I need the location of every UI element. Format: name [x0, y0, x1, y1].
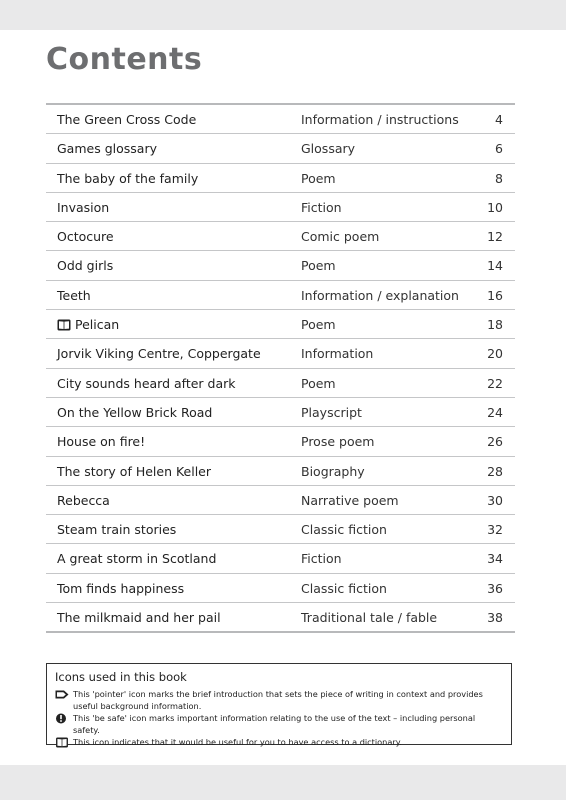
toc-genre: Traditional tale / fable	[301, 610, 438, 626]
toc-row[interactable]	[46, 339, 515, 368]
toc-genre: Comic poem	[301, 229, 380, 245]
toc-genre: Fiction	[301, 199, 342, 215]
toc-row[interactable]	[46, 603, 515, 633]
toc-title: Teeth	[57, 287, 91, 303]
toc-genre: Narrative poem	[301, 492, 399, 508]
page	[0, 30, 566, 765]
legend-text: This 'pointer' icon marks the brief introduction that sets the piece of writing in context and provides useful background information.	[73, 689, 483, 711]
legend-item-dictionary	[55, 736, 503, 748]
toc-genre: Classic fiction	[301, 522, 387, 538]
toc-title: The milkmaid and her pail	[57, 610, 221, 626]
icons-legend-box	[46, 663, 512, 745]
be-safe-icon	[55, 713, 69, 724]
toc-title: The Green Cross Code	[57, 112, 197, 127]
toc-genre: Prose poem	[301, 434, 375, 450]
toc-genre: Information	[301, 346, 374, 362]
toc-page: 6	[495, 141, 503, 157]
toc-title: On the Yellow Brick Road	[57, 404, 213, 420]
toc-title: Rebecca	[57, 492, 110, 508]
toc-page: 34	[487, 551, 503, 567]
toc-title: Jorvik Viking Centre, Coppergate	[57, 346, 261, 362]
toc-row[interactable]	[46, 134, 515, 163]
toc-page: 22	[487, 375, 503, 391]
icons-legend-heading: Icons used in this book	[55, 670, 187, 684]
toc-row[interactable]	[46, 486, 515, 515]
toc-page: 26	[487, 434, 503, 450]
toc-page: 28	[487, 463, 503, 479]
toc-title: The story of Helen Keller	[57, 463, 212, 479]
toc-page: 18	[487, 317, 503, 333]
toc-genre: Poem	[301, 375, 336, 391]
toc-row[interactable]	[46, 164, 515, 193]
toc-row[interactable]	[46, 574, 515, 603]
legend-text: This 'be safe' icon marks important information relating to the use of the text – including personal safety.	[73, 713, 476, 735]
toc-title: City sounds heard after dark	[57, 375, 236, 391]
toc-genre: Information / instructions	[301, 112, 459, 127]
dictionary-icon	[55, 737, 69, 748]
legend-item-pointer	[55, 688, 503, 712]
legend-text: This icon indicates that it would be useful for you to have access to a dictionary.	[73, 737, 403, 747]
toc-title: Steam train stories	[57, 522, 177, 538]
toc-page: 32	[487, 522, 503, 538]
toc-row[interactable]	[46, 310, 515, 339]
toc-page: 4	[495, 112, 503, 127]
contents-table	[46, 103, 515, 633]
toc-row[interactable]	[46, 427, 515, 456]
toc-title: The baby of the family	[57, 170, 199, 186]
toc-page: 20	[487, 346, 503, 362]
toc-genre: Fiction	[301, 551, 342, 567]
toc-title: Odd girls	[57, 258, 114, 274]
toc-page: 36	[487, 580, 503, 596]
page-title: Contents	[46, 42, 203, 77]
toc-genre: Poem	[301, 258, 336, 274]
toc-genre: Biography	[301, 463, 365, 479]
toc-title: House on fire!	[57, 434, 146, 450]
toc-row[interactable]	[46, 222, 515, 251]
toc-row[interactable]	[46, 105, 515, 134]
pointer-icon	[55, 689, 69, 700]
toc-genre: Classic fiction	[301, 580, 387, 596]
toc-row[interactable]	[46, 251, 515, 280]
toc-page: 24	[487, 404, 503, 420]
toc-row[interactable]	[46, 398, 515, 427]
toc-genre: Poem	[301, 170, 336, 186]
toc-page: 8	[495, 170, 503, 186]
toc-page: 16	[487, 287, 503, 303]
toc-page: 14	[487, 258, 503, 274]
toc-genre: Glossary	[301, 141, 356, 157]
dictionary-icon	[57, 319, 71, 331]
toc-page: 12	[487, 229, 503, 245]
toc-row[interactable]	[46, 281, 515, 310]
toc-title: Tom finds happiness	[57, 580, 185, 596]
toc-title: Pelican	[57, 317, 119, 332]
toc-row[interactable]	[46, 369, 515, 398]
toc-title: Games glossary	[57, 141, 157, 157]
toc-page: 38	[487, 610, 503, 626]
toc-genre: Information / explanation	[301, 287, 459, 303]
toc-title: A great storm in Scotland	[57, 551, 217, 567]
toc-genre: Playscript	[301, 404, 362, 420]
toc-row[interactable]	[46, 457, 515, 486]
toc-title: Octocure	[57, 229, 114, 245]
toc-title: Invasion	[57, 199, 110, 215]
toc-page: 30	[487, 492, 503, 508]
toc-row[interactable]	[46, 515, 515, 544]
toc-row[interactable]	[46, 193, 515, 222]
legend-item-be-safe	[55, 712, 503, 736]
toc-row[interactable]	[46, 544, 515, 573]
toc-page: 10	[487, 199, 503, 215]
toc-genre: Poem	[301, 317, 336, 333]
